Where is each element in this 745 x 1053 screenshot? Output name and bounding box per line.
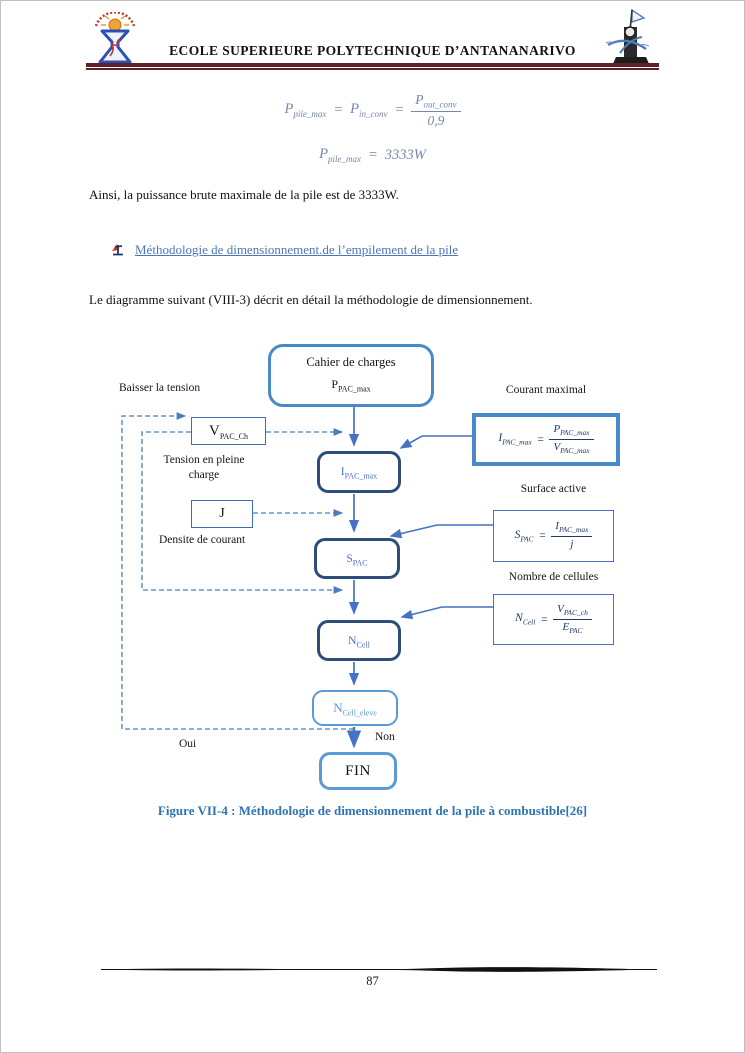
flow-node-spac: $S_{PAC}$ <box>314 538 400 579</box>
label-non: Non <box>375 731 395 743</box>
bullet-icon <box>111 243 125 257</box>
institution-title: ECOLE SUPERIEURE POLYTECHNIQUE D’ANTANANARIVO <box>169 43 576 58</box>
flow-node-j: J <box>191 500 253 528</box>
page-number: 87 <box>366 974 379 988</box>
formula-box-ipac-max: $I_{PAC\_max}$ = $\frac{P_{PAC\_max}}{V_{PAC\_max}}$ <box>472 413 620 466</box>
formula-p-pile-max: $P_{pile\_max}$ = $P_{in\_conv}$ = $\frac{P_{out\_conv}}{0,9}$ <box>1 89 744 131</box>
flow-node-vpac-ch: $V_{PAC\_Ch}$ <box>191 417 266 445</box>
flow-node-cahier-de-charges <box>268 344 434 407</box>
formula-box-ncell: $N_{Cell}$ = $\frac{V_{PAC\_ch}}{E_{PAC}}$ <box>493 594 614 645</box>
flow-node-ipac-max: $I_{PAC\_max}$ <box>317 451 401 493</box>
formula-box-spac: $S_{PAC}$ = $\frac{I_{PAC\_max}}{j}$ <box>493 510 614 562</box>
label-courant-maximal: Courant maximal <box>505 384 587 396</box>
paragraph-conclusion: Ainsi, la puissance brute maximale de la pile est de 3333W. <box>89 187 399 202</box>
label-baisser-la-tension: Baisser la tension <box>119 382 201 394</box>
formula-p-pile-max-value: $P_{pile\_max}$ = 3333W <box>319 146 426 164</box>
label-tension-pleine-charge: Tension en pleine charge <box>163 454 245 481</box>
flow-node-ncell: $N_{Cell}$ <box>317 620 401 661</box>
header-divider <box>86 63 659 70</box>
label-densite-courant: Densite de courant <box>159 534 246 546</box>
engineering-club-logo-icon <box>602 9 654 71</box>
label-nombre-cellules: Nombre de cellules <box>508 571 599 583</box>
cahier-ppacmax: $P_{PAC\_max}$ <box>331 377 371 394</box>
paragraph-diagram-intro: Le diagramme suivant (VIII-3) décrit en détail la méthodologie de dimensionnement. <box>89 292 533 307</box>
bullet-item <box>111 242 458 258</box>
label-oui: Oui <box>179 738 197 750</box>
flow-node-fin: FIN <box>319 752 397 790</box>
figure-caption: Figure VII-4 : Méthodologie de dimensionnement de la pile à combustible[26] <box>157 803 588 818</box>
label-surface-active: Surface active <box>520 483 587 495</box>
footer-divider <box>101 965 657 974</box>
flowchart-dimensionnement <box>1 336 745 801</box>
cahier-label: Cahier de charges <box>306 355 396 369</box>
methodology-link[interactable]: Méthodologie de dimensionnement.de l’empilement de la pile <box>135 242 459 257</box>
flow-node-ncell-eleve: $N_{Cell\_eleve}$ <box>312 690 398 726</box>
